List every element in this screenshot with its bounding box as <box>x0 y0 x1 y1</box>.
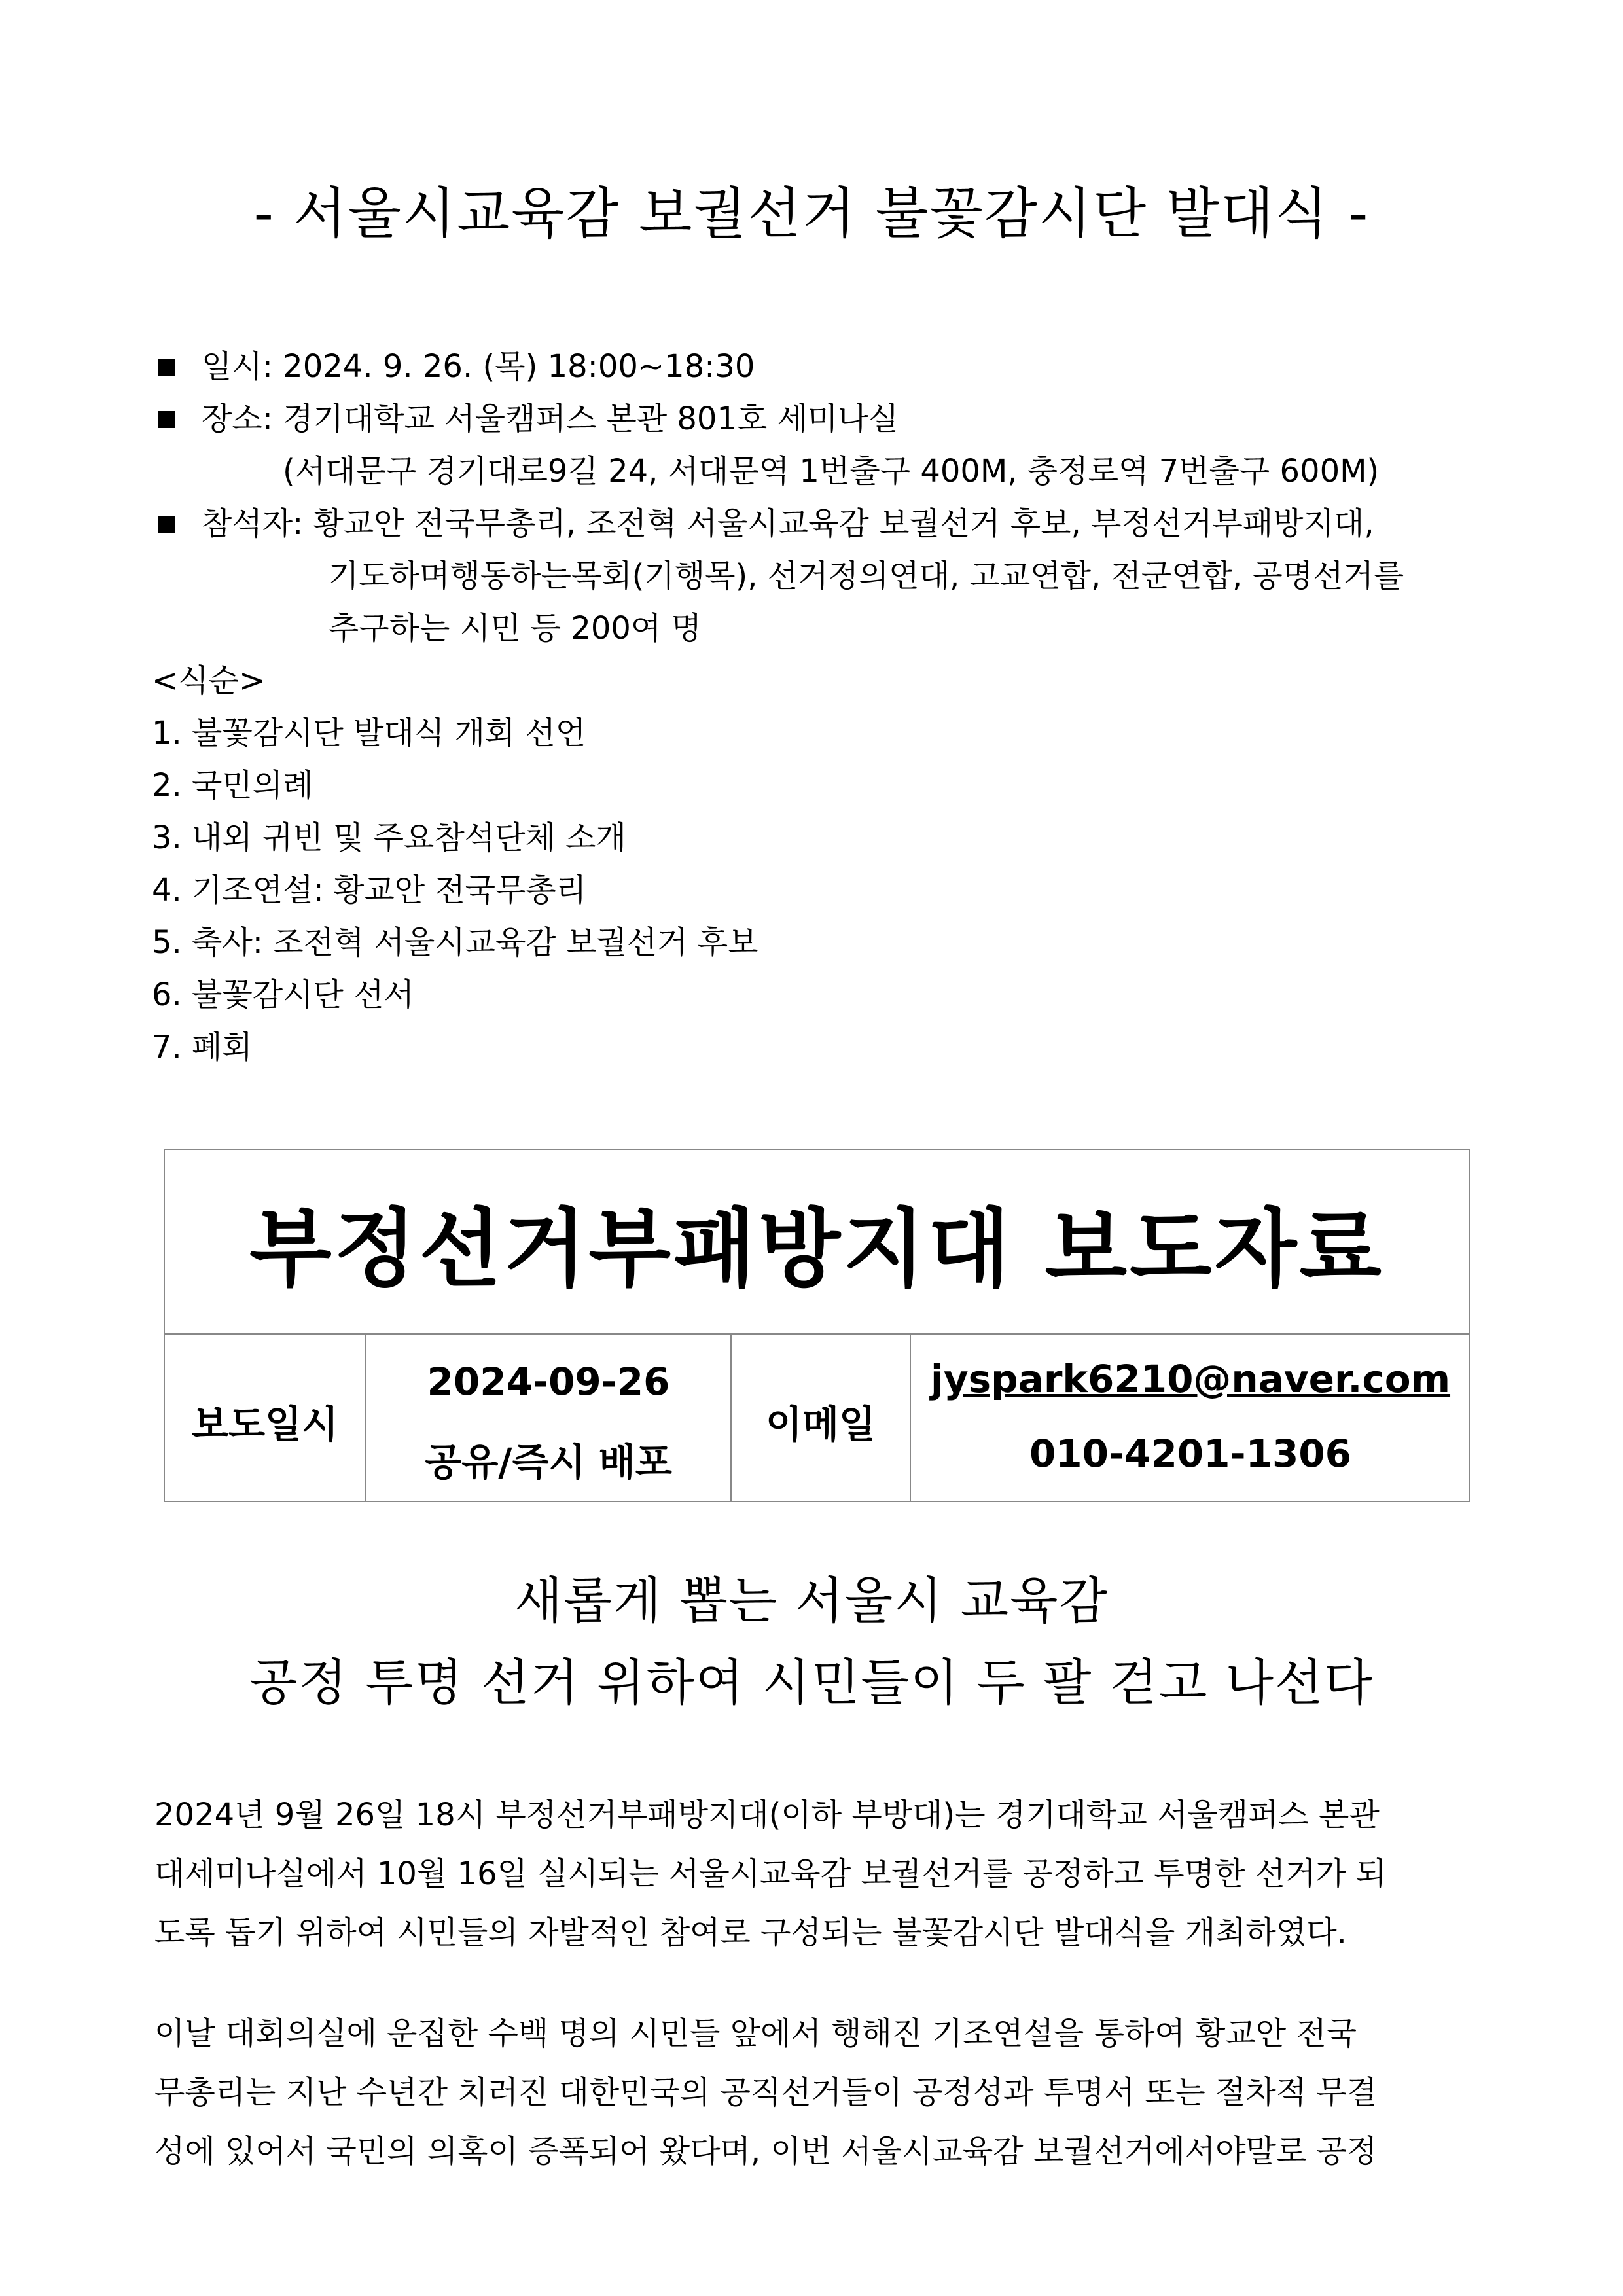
program-item <box>152 916 1500 969</box>
email-link[interactable]: jyspark6210@naver.com <box>930 1357 1451 1401</box>
program-item-text: 5. 축사: 조전혁 서울시교육감 보궐선거 후보 <box>152 924 758 961</box>
email-label-cell <box>732 1333 911 1502</box>
email-label: 이메일 <box>765 1402 876 1446</box>
program-item-text: 1. 불꽃감시단 발대식 개회 선언 <box>152 715 586 751</box>
info-attendees <box>152 497 1500 550</box>
info-place-detail-text: (서대문구 경기대로9길 24, 서대문역 1번출구 400M, 충정로역 7번출구 600M) <box>283 453 1380 490</box>
paragraph-line: 도록 돕기 위하여 시민들의 자발적인 참여로 구성되는 불꽃감시단 발대식을 개최하였다. <box>154 1914 1347 1951</box>
info-attendees-cont <box>152 550 1500 602</box>
body-paragraph-2 <box>154 2004 1470 2181</box>
info-place <box>152 393 1500 445</box>
info-date-text: 일시: 2024. 9. 26. (목) 18:00~18:30 <box>202 348 755 385</box>
phone-number: 010-4201-1306 <box>1029 1431 1352 1476</box>
program-heading-row <box>152 655 1500 707</box>
paragraph-line: 대세미나실에서 10월 16일 실시되는 서울시교육감 보궐선거를 공정하고 투명한 선거가 되 <box>154 1856 1387 1892</box>
program-item <box>152 969 1500 1021</box>
contact-cell <box>911 1333 1470 1502</box>
square-bullet-icon <box>158 411 175 428</box>
event-info <box>152 340 1500 1073</box>
program-item <box>152 864 1500 916</box>
press-release-box <box>164 1149 1470 1502</box>
paragraph-line: 이날 대회의실에 운집한 수백 명의 시민들 앞에서 행해진 기조연설을 통하여 황교안 전국 <box>154 2015 1357 2052</box>
info-place-detail <box>152 445 1500 497</box>
square-bullet-icon <box>158 516 175 533</box>
program-item-text: 6. 불꽃감시단 선서 <box>152 977 414 1013</box>
program-item-text: 4. 기조연설: 황교안 전국무총리 <box>152 872 587 908</box>
program-item-text: 3. 내외 귀빈 및 주요참석단체 소개 <box>152 819 626 856</box>
info-attendees-line3: 추구하는 시민 등 200여 명 <box>329 610 702 647</box>
info-date <box>152 340 1500 393</box>
release-date: 2024-09-26 <box>427 1359 670 1404</box>
document-title: - 서울시교육감 보궐선거 불꽃감시단 발대식 - <box>253 181 1370 245</box>
program-item-text: 7. 폐회 <box>152 1029 253 1066</box>
paragraph-line: 2024년 9월 26일 18시 부정선거부패방지대(이하 부방대)는 경기대학교 서울캠퍼스 본관 <box>154 1797 1380 1833</box>
program-item-text: 2. 국민의례 <box>152 767 313 804</box>
program-item <box>152 812 1500 864</box>
program-item <box>152 1021 1500 1073</box>
program-item <box>152 759 1500 812</box>
info-place-text: 장소: 경기대학교 서울캠퍼스 본관 801호 세미나실 <box>202 401 899 437</box>
date-label-cell <box>165 1333 366 1502</box>
headline-line1: 새롭게 뽑는 서울시 교육감 <box>514 1571 1109 1630</box>
info-attendees-line2: 기도하며행동하는목회(기행목), 선거정의연대, 고교연합, 전군연합, 공명선거를 <box>329 558 1404 594</box>
info-attendees-cont2 <box>152 602 1500 655</box>
info-attendees-line1: 참석자: 황교안 전국무총리, 조전혁 서울시교육감 보궐선거 후보, 부정선거부패방지대, <box>202 505 1374 542</box>
square-bullet-icon <box>158 359 175 376</box>
paragraph-line: 무총리는 지난 수년간 치러진 대한민국의 공직선거들이 공정성과 투명서 또는 절차적 무결 <box>154 2074 1378 2111</box>
distribution-note: 공유/즉시 배포 <box>425 1440 672 1484</box>
date-value-cell <box>366 1333 732 1502</box>
date-label: 보도일시 <box>191 1402 339 1446</box>
body-paragraph-1 <box>154 1785 1470 1962</box>
press-release-title: 부정선거부패방지대 보도자료 <box>165 1150 1469 1335</box>
paragraph-line: 성에 있어서 국민의 의혹이 증폭되어 왔다며, 이번 서울시교육감 보궐선거에서야말로 공정 <box>154 2133 1378 2170</box>
program-heading: <식순> <box>152 662 266 699</box>
program-item <box>152 707 1500 759</box>
headline-line2: 공정 투명 선거 위하여 시민들이 두 팔 걷고 나선다 <box>249 1653 1374 1712</box>
